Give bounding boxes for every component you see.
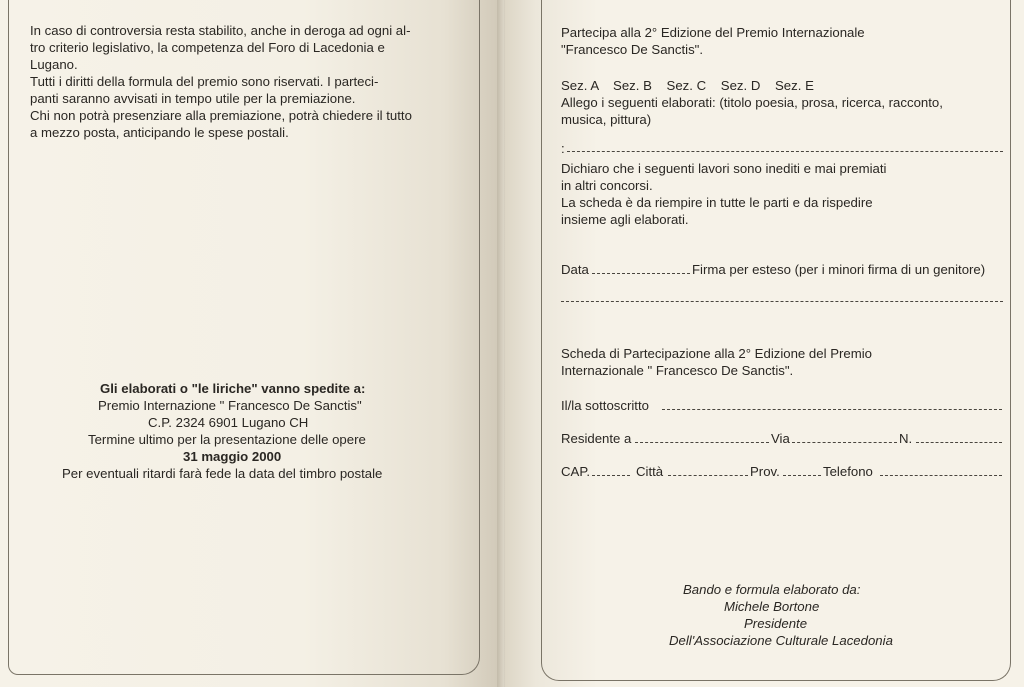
shipping-heading: Gli elaborati o "le liriche" vanno spedite a: xyxy=(100,381,366,396)
legal-line-4: Tutti i diritti della formula del premio sono riservati. I parteci- xyxy=(30,74,379,89)
declaration-line-1: Dichiaro che i seguenti lavori sono inediti e mai premiati xyxy=(561,161,887,176)
scheda-line-1: Scheda di Partecipazione alla 2° Edizione del Premio xyxy=(561,346,872,361)
scheda-line-2: Internazionale " Francesco De Sanctis". xyxy=(561,363,794,378)
credits-line-2: Michele Bortone xyxy=(724,599,820,614)
legal-line-6: Chi non potrà presenziare alla premiazione, potrà chiedere il tutto xyxy=(30,108,412,123)
province-field[interactable] xyxy=(783,475,821,476)
attach-line-2: musica, pittura) xyxy=(561,112,652,127)
via-label: Via xyxy=(771,431,790,446)
number-field[interactable] xyxy=(916,442,1002,443)
signature-label: Firma per esteso (per i minori firma di un genitore) xyxy=(692,262,986,277)
left-page xyxy=(0,0,505,687)
declaration-line-4: insieme agli elaborati. xyxy=(561,212,689,227)
phone-label: Telefono xyxy=(823,464,873,479)
intro-line-1: Partecipa alla 2° Edizione del Premio Internazionale xyxy=(561,25,865,40)
shipping-address: C.P. 2324 6901 Lugano CH xyxy=(148,415,309,430)
credits-line-1: Bando e formula elaborato da: xyxy=(683,582,861,597)
colon-prefix: : xyxy=(561,141,565,156)
legal-line-5: panti saranno avvisati in tempo utile per la premiazione. xyxy=(30,91,356,106)
attach-line-1: Allego i seguenti elaborati: (titolo poesia, prosa, ricerca, racconto, xyxy=(561,95,943,110)
credits-line-3: Presidente xyxy=(744,616,808,631)
legal-line-2: tro criterio legislativo, la competenza del Foro di Lacedonia e xyxy=(30,40,385,55)
date-label: Data xyxy=(561,262,589,277)
declaration-line-3: La scheda è da riempire in tutte le parti e da rispedire xyxy=(561,195,873,210)
legal-line-7: a mezzo posta, anticipando le spese postali. xyxy=(30,125,289,140)
intro-line-2: "Francesco De Sanctis". xyxy=(561,42,704,57)
credits-line-4: Dell'Associazione Culturale Lacedonia xyxy=(669,633,893,648)
via-field[interactable] xyxy=(792,442,897,443)
resident-label: Residente a xyxy=(561,431,632,446)
deadline-label: Termine ultimo per la presentazione delle opere xyxy=(88,432,366,447)
elaborati-line[interactable] xyxy=(567,151,1003,152)
section-options[interactable]: Sez. A Sez. B Sez. C Sez. D Sez. E xyxy=(561,78,814,93)
date-field[interactable] xyxy=(592,273,690,274)
undersigned-label: Il/la sottoscritto xyxy=(561,398,649,413)
phone-field[interactable] xyxy=(880,475,1002,476)
deadline-date: 31 maggio 2000 xyxy=(183,449,282,464)
declaration-line-2: in altri concorsi. xyxy=(561,178,653,193)
shipping-recipient: Premio Internazione " Francesco De Sanctis" xyxy=(98,398,362,413)
postmark-note: Per eventuali ritardi farà fede la data del timbro postale xyxy=(62,466,383,481)
legal-line-1: In caso di controversia resta stabilito, anche in deroga ad ogni al- xyxy=(30,23,411,38)
cap-label: CAP. xyxy=(561,464,591,479)
right-page xyxy=(505,0,1024,687)
city-field[interactable] xyxy=(668,475,748,476)
signature-field[interactable] xyxy=(561,301,1003,302)
resident-field[interactable] xyxy=(635,442,769,443)
undersigned-field[interactable] xyxy=(662,409,1002,410)
province-label: Prov. xyxy=(750,464,780,479)
cap-field[interactable] xyxy=(592,475,630,476)
legal-line-3: Lugano. xyxy=(30,57,78,72)
number-label: N. xyxy=(899,431,913,446)
city-label: Città xyxy=(636,464,664,479)
